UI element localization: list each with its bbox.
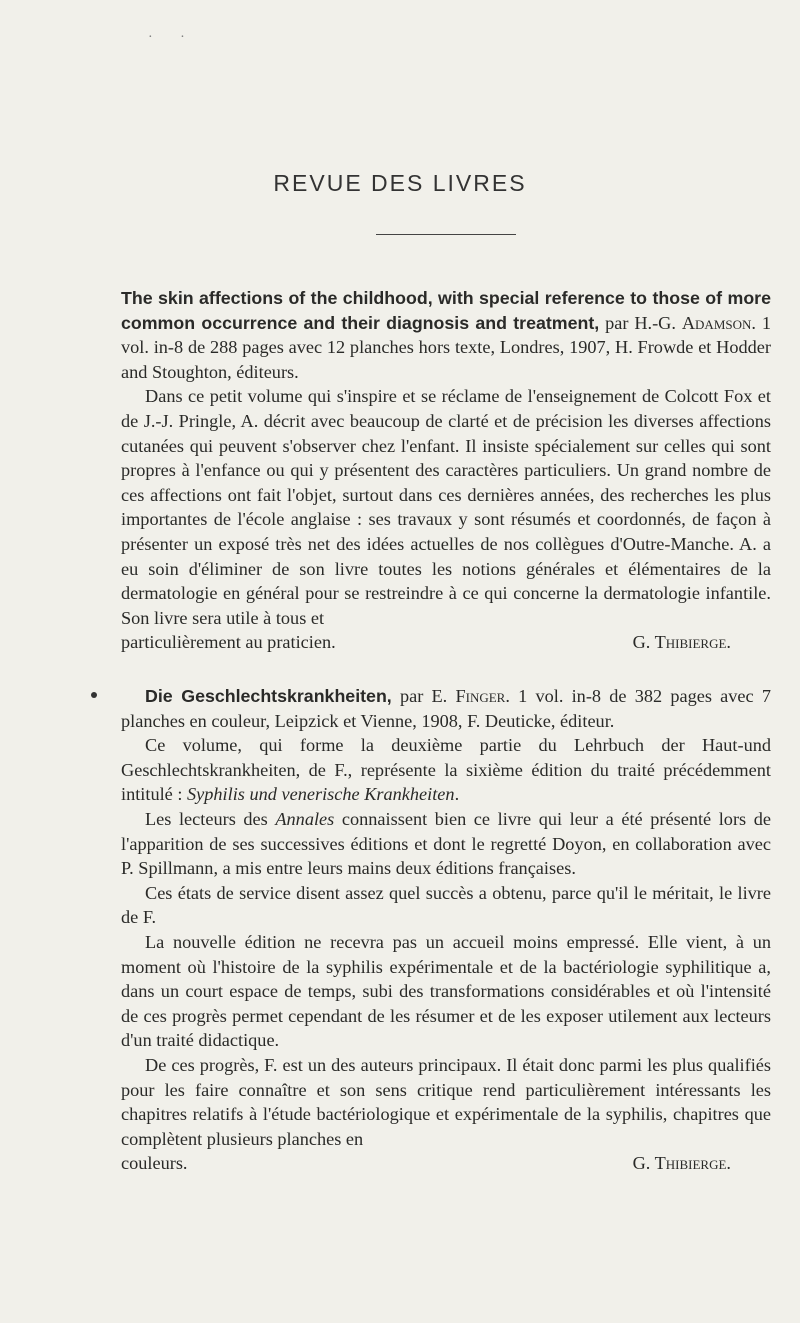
review-heading: [121, 286, 771, 384]
review-closing: [121, 1151, 771, 1176]
paragraph-text: Ce volume, qui forme la deuxième partie du Lehrbuch der Haut-und Geschlechtskrankheiten, de F., représente la sixième édition du traité précédemment intitulé :: [121, 735, 771, 805]
review-paragraph-2: [121, 807, 771, 881]
reviewer-signature: G. Thibierge.: [632, 632, 731, 653]
author-name: Adamson: [681, 312, 752, 333]
review-closing: [121, 630, 771, 655]
book-details: . 1 vol. in-8 de 382 pages avec 7 planches en couleur, Leipzick et Vienne, 1908, F. Deuticke, éditeur.: [121, 686, 771, 731]
title-divider: [376, 234, 516, 235]
margin-bullet: [91, 692, 97, 698]
review-heading: [121, 684, 771, 733]
review-paragraph-4: La nouvelle édition ne recevra pas un accueil moins empressé. Elle vient, à un moment où l'histoire de la syphilis expérimentale et de la bactériologie syphilitique a, dans un court espace de temps, subi des transformations considérables et où l'intensité de ces progrès permet cependant de les résumer et de les exposer utilement aux lecteurs d'un traité didactique.: [121, 931, 771, 1051]
closing-text: couleurs.: [121, 1153, 188, 1174]
author-name: Finger: [455, 686, 506, 706]
review-adamson: [121, 286, 771, 655]
review-paragraph-5: De ces progrès, F. est un des auteurs principaux. Il était donc parmi les plus qualifiés pour les faire connaître et son sens critique rend particulièrement intéressants les chapitres relatifs à l'étude bactériologique et expérimentale de la syphilis, chapitres que complètent plusieurs planches en: [121, 1054, 771, 1149]
review-body: Dans ce petit volume qui s'inspire et se réclame de l'enseignement de Colcott Fox et de J.-J. Pringle, A. décrit avec beaucoup de clarté et de précision les diverses affections cutanées qui peuvent s'observer chez l'enfant. Il insiste spécialement sur celles qui sont propres à l'enfance ou qui y présentent des caractères particuliers. Un grand nombre de ces affections ont fait l'objet, surtout dans ces dernières années, des recherches les plus importantes de l'école anglaise : ses travaux y sont résumés et coordonnés, de façon à présenter un exposé très net des idées actuelles de nos collègues d'Outre-Manche. A. a eu soin d'éliminer de son livre toutes les notions générales et élémentaires de la dermatologie en général pour se restreindre à ce qui concerne la dermatologie infantile. Son livre sera utile à tous et: [121, 386, 771, 628]
paragraph-end: .: [454, 784, 460, 805]
review-paragraph-1: [121, 733, 771, 807]
reviewer-signature: G. Thibierge.: [632, 1153, 731, 1174]
book-details: . 1 vol. in-8 de 288 pages avec 12 planches hors texte, Londres, 1907, H. Frowde et Hodder and Stoughton, éditeurs.: [121, 312, 771, 382]
italic-title: Syphilis und venerische Krankheiten: [187, 784, 455, 805]
italic-journal: Annales: [275, 808, 335, 829]
author-prefix: par E.: [391, 686, 456, 706]
paragraph-end: connaissent bien ce livre qui leur a été présenté lors de l'apparition de ses successives éditions et dont le regretté Doyon, en collaboration avec P. Spillmann, a mis entre leurs mains deux éditions françaises.: [121, 808, 771, 879]
review-paragraph-3: Ces états de service disent assez quel succès a obtenu, parce qu'il le méritait, le livre de F.: [121, 882, 771, 928]
book-title: Die Geschlechtskrankheiten,: [145, 686, 392, 706]
closing-text: particulièrement au praticien.: [121, 632, 336, 653]
page-specks: · ·: [148, 30, 197, 45]
review-finger: [121, 684, 771, 1176]
book-title: The skin affections of the childhood, with special reference to those of more common occurrence and their diagnosis and treatment,: [121, 288, 771, 333]
author-prefix: par H.-G.: [605, 312, 682, 333]
paragraph-text: Les lecteurs des: [145, 808, 276, 829]
page-title: REVUE DES LIVRES: [273, 170, 527, 196]
